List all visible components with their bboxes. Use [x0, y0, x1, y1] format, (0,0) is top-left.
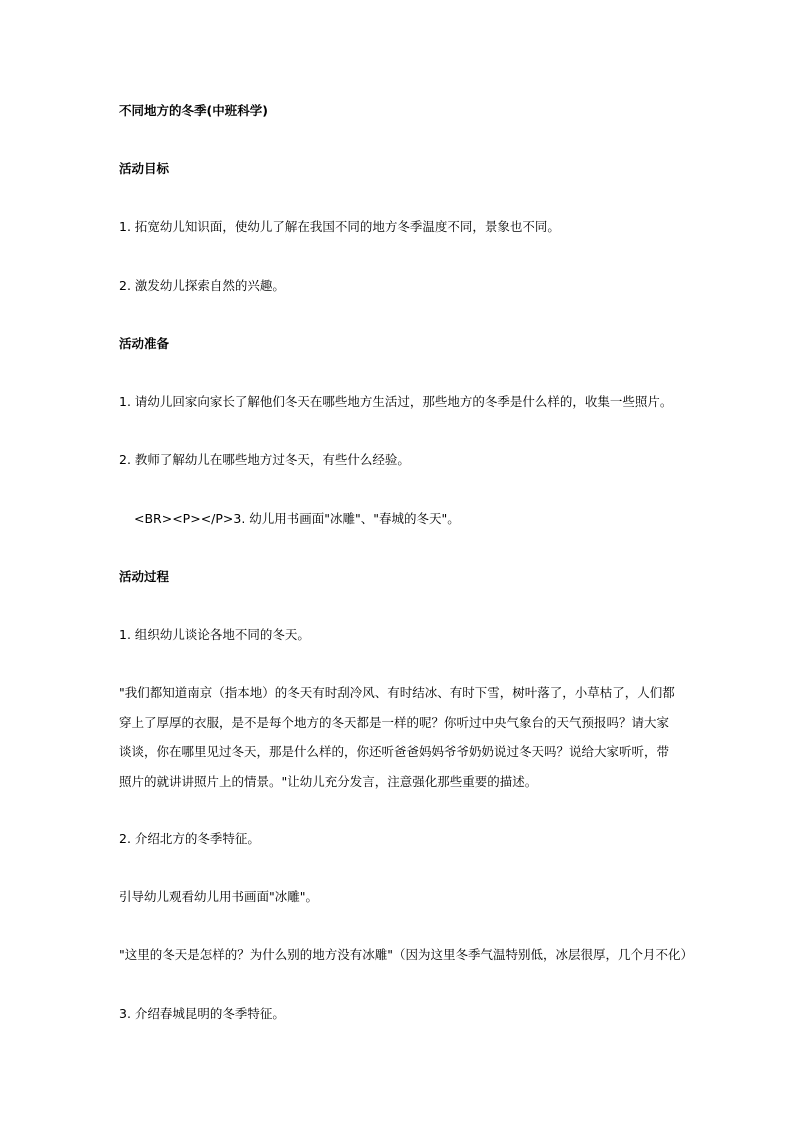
prep-item-2: 2. 教师了解幼儿在哪些地方过冬天，有些什么经验。: [119, 452, 410, 467]
prep-item-3: <BR><P></P>3. 幼儿用书画面"冰雕"、"春城的冬天"。: [134, 511, 460, 526]
process-item-2-guide: 引导幼儿观看幼儿用书画面"冰雕"。: [119, 889, 318, 904]
goal-item-2: 2. 激发幼儿探索自然的兴趣。: [119, 278, 285, 293]
prep-item-1: 1. 请幼儿回家向家长了解他们冬天在哪些地方生活过，那些地方的冬季是什么样的，收集一些照片。: [119, 394, 673, 409]
process-item-1-text: "我们都知道南京（指本地）的冬天有时刮冷风、有时结冰、有时下雪，树叶落了，小草枯了，人们都穿上了厚厚的衣服，是不是每个地方的冬天都是一样的呢？你听过中央气象台的天气预报吗？请大家谈谈，你在哪里见过冬天，那是什么样的，你还听爸爸妈妈爷爷奶奶说过冬天吗？说给大家听听，带照片的就讲讲照片上的情景。"让幼儿充分发言，注意强化那些重要的描述。: [119, 685, 675, 789]
goal-item-1: 1. 拓宽幼儿知识面，使幼儿了解在我国不同的地方冬季温度不同，景象也不同。: [119, 219, 560, 234]
process-heading: 活动过程: [119, 569, 170, 584]
process-item-2-question: "这里的冬天是怎样的？为什么别的地方没有冰雕"（因为这里冬季气温特别低，冰层很厚，几个月不化）: [119, 947, 694, 962]
goals-heading: 活动目标: [119, 161, 170, 176]
process-item-3: 3. 介绍春城昆明的冬季特征。: [119, 1006, 285, 1021]
process-item-1: 1. 组织幼儿谈论各地不同的冬天。: [119, 627, 310, 642]
page-title: 不同地方的冬季(中班科学): [119, 103, 268, 118]
prep-heading: 活动准备: [119, 336, 170, 351]
process-item-2: 2. 介绍北方的冬季特征。: [119, 831, 260, 846]
